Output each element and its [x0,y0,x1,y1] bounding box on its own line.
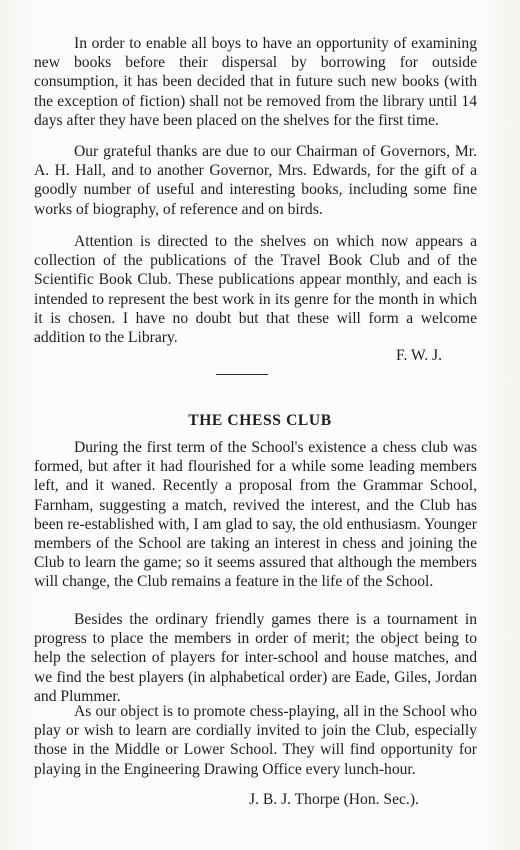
chess-paragraph-1 [34,438,477,592]
library-paragraph-2 [34,142,477,219]
paragraph-text: In order to enable all boys to have an opportunity of examining new books before their dispersal by borrowing for outside consumption, it has been decided that in future such new books (with the exception of fiction) shall not be removed from the library until 14 days after they have been placed on the shelves for the first time. [34,35,477,129]
paragraph-text: As our object is to promote chess-playing, all in the School who play or wish to learn are cordially invited to join the Club, especially those in the Middle or Lower School. They will find opportunity for playing in the Engineering Drawing Office every lunch-hour. [34,703,477,778]
section-heading: THE CHESS CLUB [188,412,332,429]
paragraph-text: Attention is directed to the shelves on which now appears a collection of the publications of the Travel Book Club and of the Scientific Book Club. These publications appear monthly, and each is intended to represent the best work in its genre for the month in which it is chosen. I have no doubt but that these will form a welcome addition to the Library. [34,233,477,347]
paragraph-text: During the first term of the School's existence a chess club was formed, but after it had flourished for a while some leading members left, and it waned. Recently a proposal from the Grammar School, Farnham, suggesting a match, revived the interest, and the Club has been re-established with, I am glad to say, the old enthusiasm. Younger members of the School are taking an interest in chess and joining the Club to learn the game; so it seems assured that although the members will change, the Club remains a feature in the life of the School. [34,439,477,591]
section-divider [216,374,268,375]
library-paragraph-1 [34,34,477,130]
chess-paragraph-3 [34,702,477,779]
chess-paragraph-2 [34,610,477,706]
chess-signature: J. B. J. Thorpe (Hon. Sec.). [249,791,419,808]
library-paragraph-3 [34,232,477,347]
library-signature: F. W. J. [396,347,442,364]
paragraph-text: Besides the ordinary friendly games there is a tournament in progress to place the members in order of merit; the object being to help the selection of players for inter-school and house matches, and we find the best players (in alphabetical order) are Eade, Giles, Jordan and Plummer. [34,611,477,705]
paragraph-text: Our grateful thanks are due to our Chairman of Governors, Mr. A. H. Hall, and to another Governor, Mrs. Edwards, for the gift of a goodly number of useful and interesting books, including some fine works of biography, of reference and on birds. [34,143,477,218]
